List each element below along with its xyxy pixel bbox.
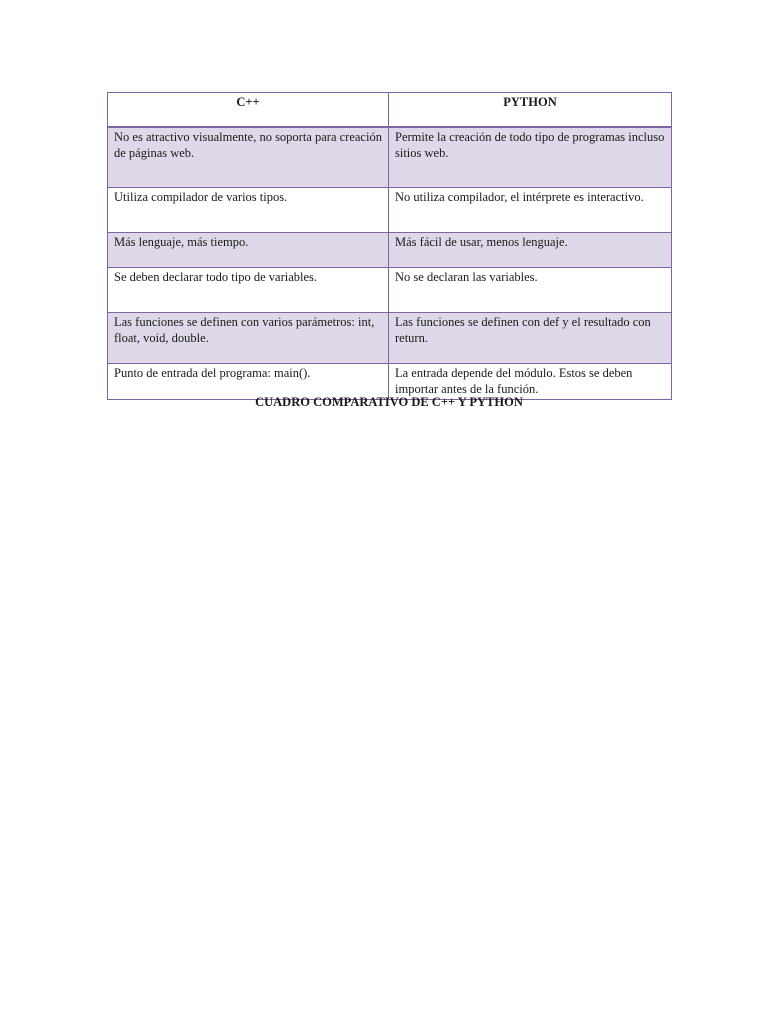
- comparison-table: [107, 92, 672, 400]
- table-row: [108, 313, 672, 364]
- cell-python: Permite la creación de todo tipo de programas incluso sitios web.: [389, 127, 672, 188]
- header-python: PYTHON: [389, 93, 672, 128]
- cell-cpp: Más lenguaje, más tiempo.: [108, 233, 389, 268]
- table-row: [108, 233, 672, 268]
- cell-cpp: No es atractivo visualmente, no soporta para creación de páginas web.: [108, 127, 389, 188]
- cell-cpp: Se deben declarar todo tipo de variables.: [108, 268, 389, 313]
- table-row: [108, 268, 672, 313]
- cell-cpp: Utiliza compilador de varios tipos.: [108, 188, 389, 233]
- cell-python: La entrada depende del módulo. Estos se deben importar antes de la función.: [389, 364, 672, 400]
- cell-python: Las funciones se definen con def y el resultado con return.: [389, 313, 672, 364]
- cell-python: Más fácil de usar, menos lenguaje.: [389, 233, 672, 268]
- cell-python: No se declaran las variables.: [389, 268, 672, 313]
- table-row: [108, 188, 672, 233]
- cell-cpp: Las funciones se definen con varios parámetros: int, float, void, double.: [108, 313, 389, 364]
- table-row: [108, 127, 672, 188]
- cell-cpp: Punto de entrada del programa: main().: [108, 364, 389, 400]
- table-header-row: [108, 93, 672, 128]
- header-cpp: C++: [108, 93, 389, 128]
- table-caption: CUADRO COMPARATIVO DE C++ Y PYTHON: [255, 395, 523, 409]
- cell-python: No utiliza compilador, el intérprete es interactivo.: [389, 188, 672, 233]
